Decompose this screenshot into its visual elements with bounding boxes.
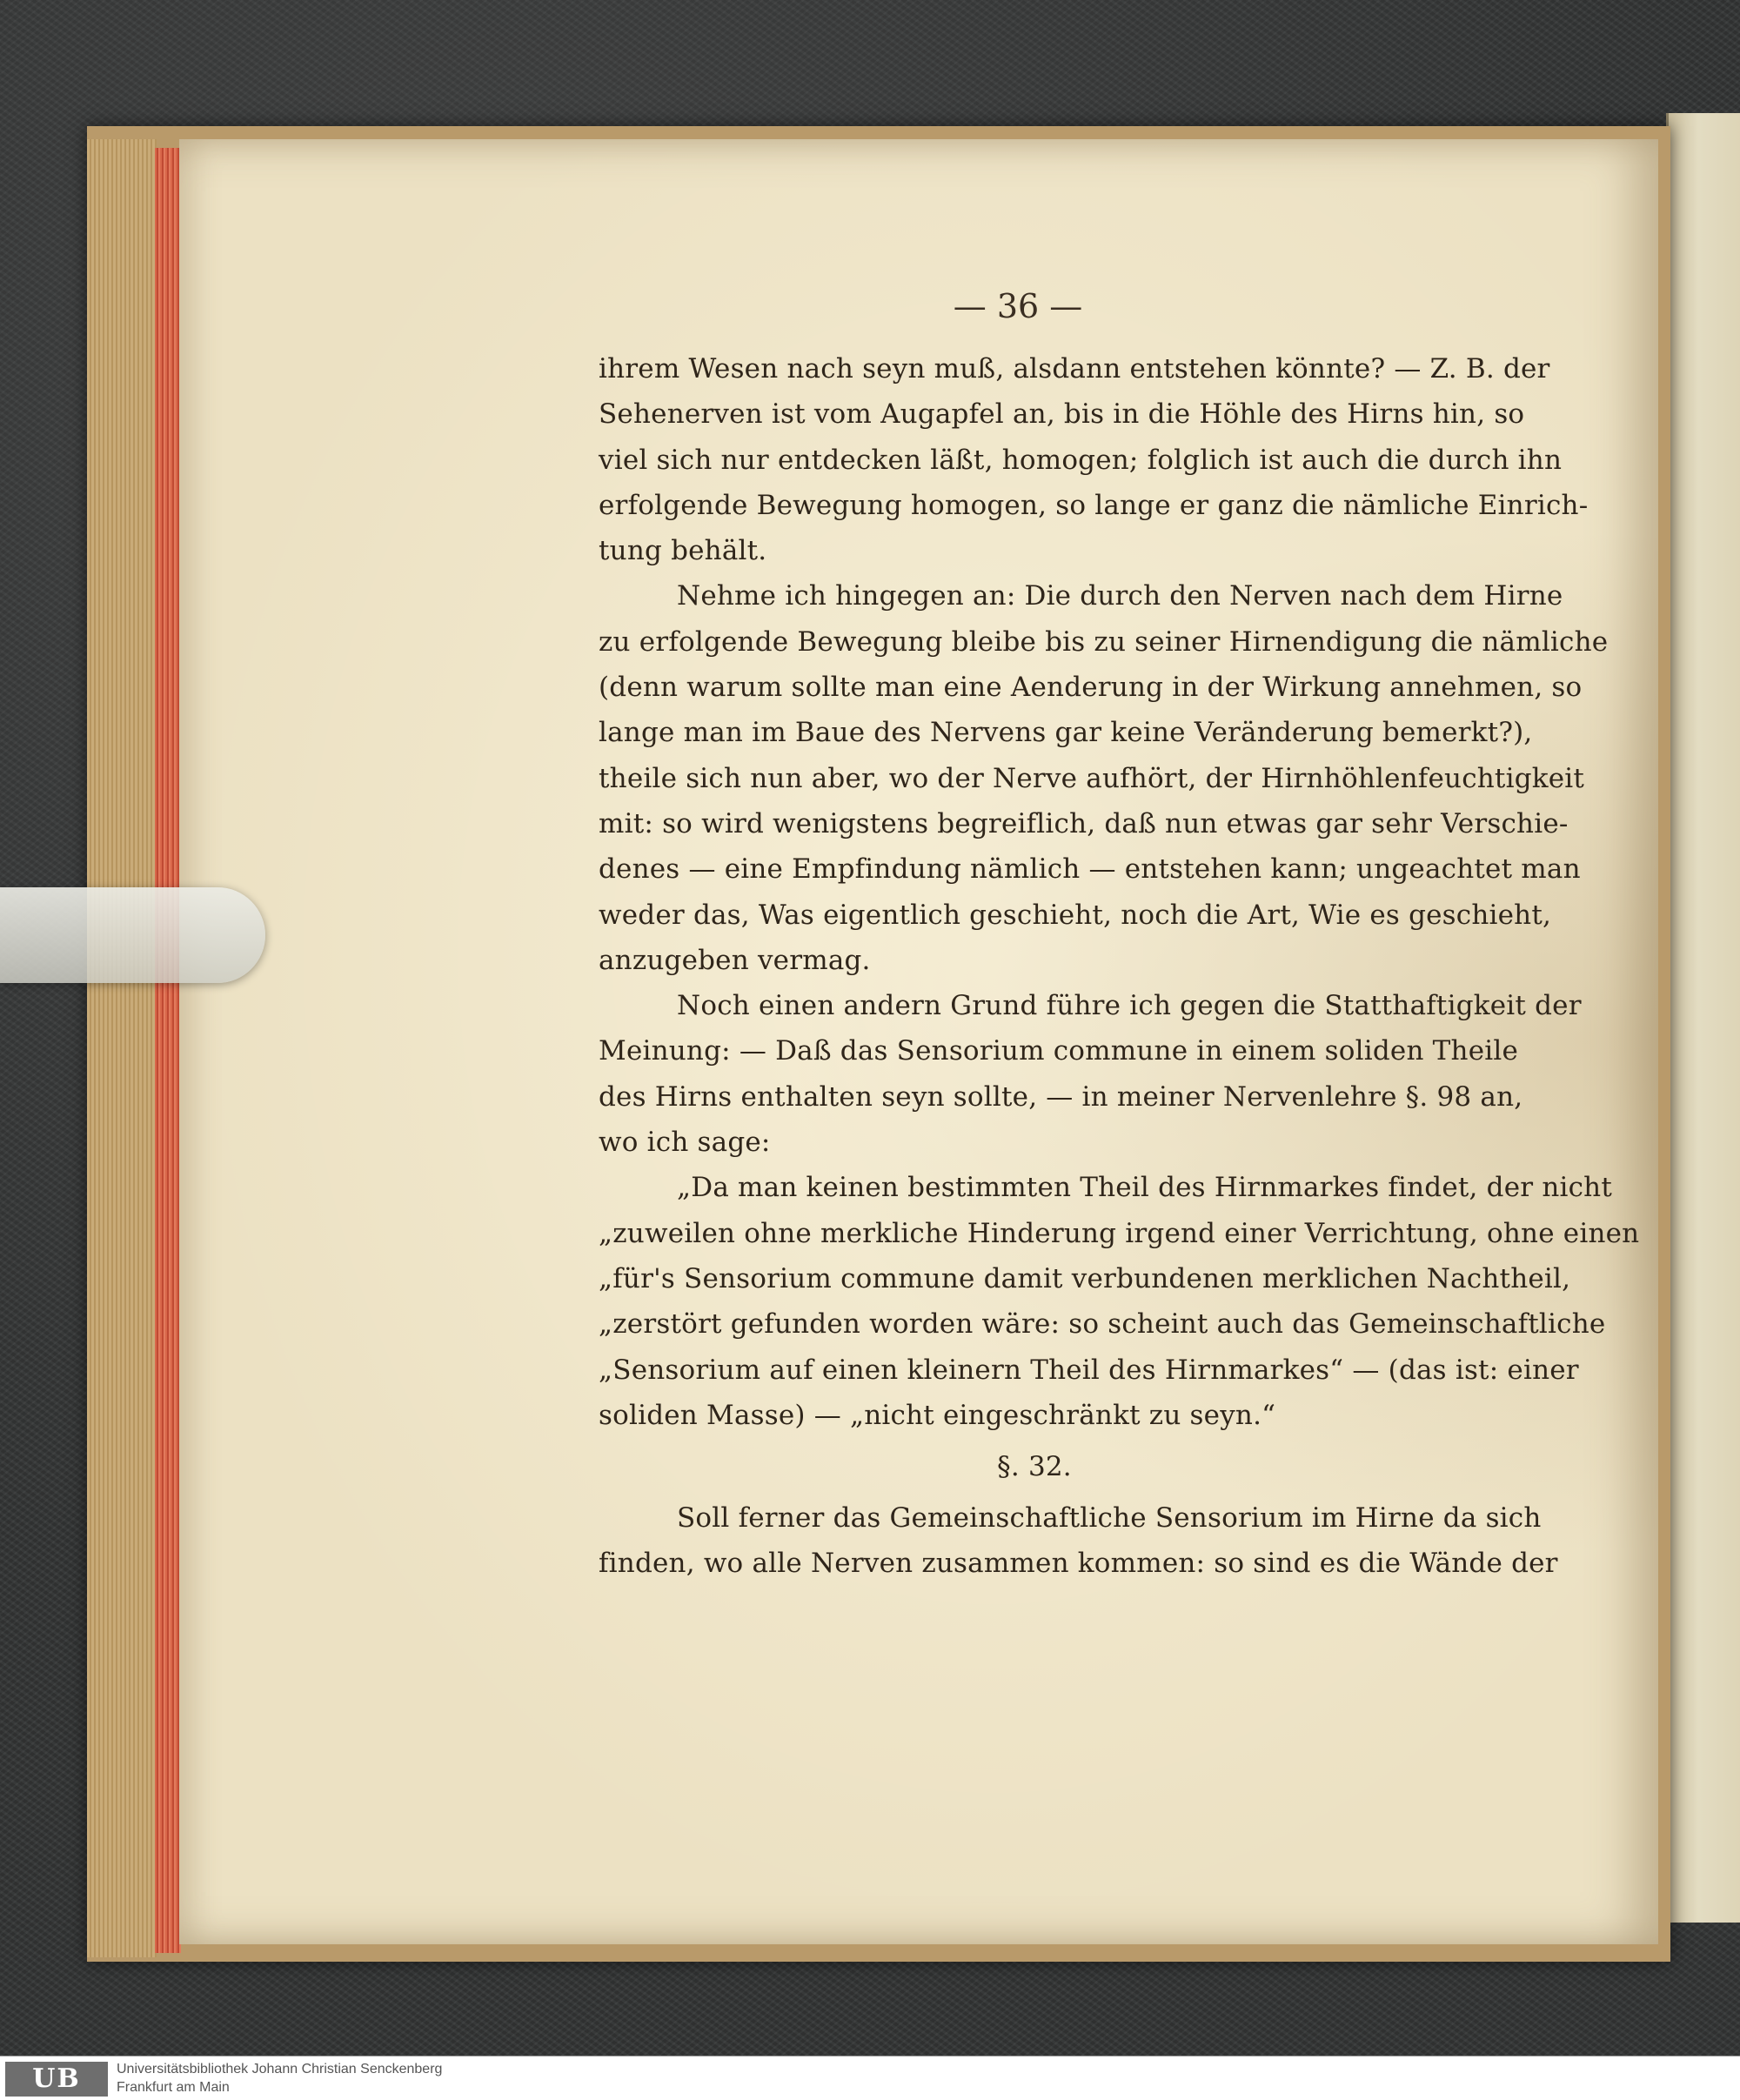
text-line: denes — eine Empfindung nämlich — entstehen kann; ungeachtet man	[599, 853, 1581, 886]
text-line: lange man im Baue des Nervens gar keine Veränderung bemerkt?),	[599, 717, 1533, 749]
text-line: Noch einen andern Grund führe ich gegen die Statthaftigkeit der	[677, 990, 1582, 1022]
text-line: (denn warum sollte man eine Aenderung in der Wirkung annehmen, so	[599, 672, 1583, 704]
text-line: weder das, Was eigentlich geschieht, noch die Art, Wie es geschieht,	[599, 899, 1552, 931]
text-line: Soll ferner das Gemeinschaftliche Sensorium im Hirne da sich	[677, 1502, 1542, 1535]
text-line: „Da man keinen bestimmten Theil des Hirnmarkes findet, der nicht	[677, 1172, 1612, 1204]
text-line: viel sich nur entdecken läßt, homogen; folglich ist auch die durch ihn	[599, 444, 1563, 476]
page-text	[599, 346, 1640, 1587]
text-line: finden, wo alle Nerven zusammen kommen: so sind es die Wände der	[599, 1548, 1558, 1580]
text-line: „zuweilen ohne merkliche Hinderung irgend einer Verrichtung, ohne einen	[599, 1217, 1640, 1249]
institution-line-2: Frankfurt am Main	[117, 2080, 230, 2095]
paragraph	[599, 983, 1582, 1165]
text-line: zu erfolgende Bewegung bleibe bis zu seiner Hirnendigung die nämliche	[599, 625, 1609, 658]
text-line: Nehme ich hingegen an: Die durch den Nerven nach dem Hirne	[677, 580, 1563, 612]
text-line: wo ich sage:	[599, 1127, 771, 1159]
page-number: — 36 —	[953, 287, 1083, 325]
institution-name	[117, 2060, 442, 2097]
institution-line-1: Universitätsbibliothek Johann Christian Senckenberg	[117, 2062, 443, 2077]
text-line: „Sensorium auf einen kleinern Theil des Hirnmarkes“ — (das ist: einer	[599, 1354, 1579, 1386]
text-line: tung behält.	[599, 535, 767, 567]
red-page-edge	[155, 148, 181, 1953]
text-line: soliden Masse) — „nicht eingeschränkt zu seyn.“	[599, 1399, 1276, 1431]
text-line: anzugeben vermag.	[599, 944, 871, 976]
section-heading: §. 32.	[997, 1451, 1072, 1483]
ub-logo: UB	[5, 2062, 108, 2097]
library-footer	[0, 2056, 1740, 2100]
paragraph	[599, 573, 1609, 983]
paragraph	[599, 1495, 1558, 1587]
text-line: mit: so wird wenigstens begreiflich, daß nun etwas gar sehr Verschie-	[599, 807, 1569, 839]
paragraph	[599, 346, 1589, 573]
text-line: des Hirns enthalten seyn sollte, — in meiner Nervenlehre §. 98 an,	[599, 1080, 1523, 1113]
text-line: „zerstört gefunden worden wäre: so scheint auch das Gemeinschaftliche	[599, 1308, 1606, 1341]
facing-page-edge	[1666, 113, 1740, 1923]
page-marker-tab	[0, 887, 265, 983]
quotation	[599, 1165, 1640, 1438]
text-line: theile sich nun aber, wo der Nerve aufhört, der Hirnhöhlenfeuchtigkeit	[599, 762, 1585, 794]
text-line: erfolgende Bewegung homogen, so lange er ganz die nämliche Einrich-	[599, 489, 1589, 521]
text-line: ihrem Wesen nach seyn muß, alsdann entstehen könnte? — Z. B. der	[599, 353, 1550, 385]
text-line: Sehenerven ist vom Augapfel an, bis in die Höhle des Hirns hin, so	[599, 398, 1525, 431]
text-line: Meinung: — Daß das Sensorium commune in einem soliden Theile	[599, 1035, 1519, 1067]
text-line: „für's Sensorium commune damit verbundenen merklichen Nachtheil,	[599, 1262, 1571, 1294]
page-edge-stack	[87, 139, 157, 1957]
